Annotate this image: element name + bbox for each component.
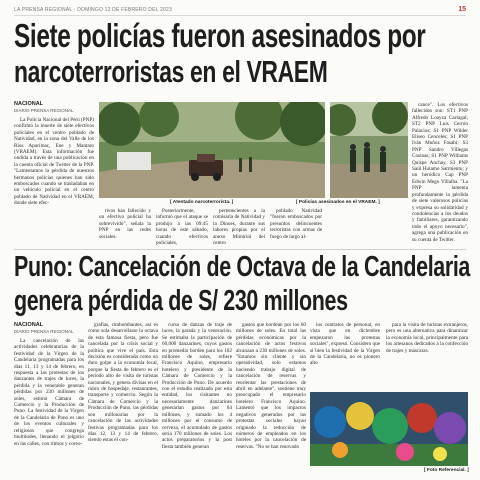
story-divider <box>14 249 466 250</box>
story1-photo-1 <box>99 102 325 198</box>
story2-caption: [ Foto Referencial. ] <box>424 468 469 473</box>
story2-column-1 <box>14 338 84 476</box>
story2-headline-line1: Puno: Cancelación de Octava de la Candelaria <box>14 251 471 283</box>
story1-photo-2 <box>330 102 408 198</box>
story1-col4-text: pertenecientes a la comisaría de Natividad y la Dinoes, durante sus labores propias por el anexo Mimirini del centro <box>213 208 265 247</box>
story1-col3-text: Posteriormente, informó que el ataque se produjo a las 09:45 horas de este sábado, cuando efectivos policiales, <box>156 208 208 247</box>
story1-col5-text: poblado Natividad "fueron emboscados por presuntos delincuentes terroristas con armas de fuego de largo al- <box>270 208 322 240</box>
story2-column-4 <box>236 322 306 476</box>
story1-headline-line2: narcoterroristas en el VRAEM <box>14 54 328 89</box>
story1-caption-2: [ Policías asesinados en el VRAEM. ] <box>296 200 380 205</box>
story1-source: DIARIO PRENSA REGIONAL <box>14 108 74 113</box>
dancers-costume-photo <box>310 392 468 466</box>
story1-headline-line1: Siete policías fueron asesinados por <box>14 17 426 54</box>
story2-col2-text: grafías, rimbombantes, así es como sola desarrollarse la octava de esta famosa fiesta, pero fue cancelada por la crisis social y política que vive el país. Esta decisión es considerada como un duro golpe a la economía local, porque la fiesta de febrero es el periodo alto de visita de turistas nacionales, y genera divisas en el rubro de hospedaje, restaurantes, transporte y comercio. Según la Cámara de Comercio y la Producción de Puno, las pérdidas son millonarias por la cancelación de las actividades festivas programadas para los días 12, 13 y 14 de febrero, siendo estas el con- <box>88 322 158 444</box>
story2-column-2 <box>88 322 158 476</box>
story1-caption-1: [ Atentado narcoterrorista. ] <box>170 200 234 205</box>
story1-column-4 <box>213 208 265 248</box>
story1-column-5 <box>270 208 322 248</box>
story2-col4-text: gastos que bordean por los 60 millones de soles. En total las pérdidas económicas por la cancelación de actos festivos alcanzan a 230 millones de soles. "Estamos sin cliente y sin operatividad, solo estamos haciendo trabajo digital de cancelación de reservas y reorientar las prestaciones de abril en adelante", sostiene muy preocupado el empresario hotelero Francisco Aquino. Lamentó que los impactos negativos generados por las protestas sociales hayan originado la reducción de números de empleados en los hoteles por la cancelación de reservas. "No se han renovado <box>236 322 306 450</box>
story2-column-3 <box>162 322 232 476</box>
story1-column-2 <box>99 208 151 248</box>
story2-col5-text: los contratos de personal, en vista que en diciembre empezaron las protestas sociales", expresó. Considero que si bien la festividad de la Virgen de la Candelaria, no es pionero alto <box>310 322 380 367</box>
story2-column-6 <box>386 322 468 390</box>
story1-col1-text: La Policía Nacional del Perú (PNP) confirmó la muerte de siete efectivos policiales en el centro poblado de Natividad, en la zona del Valle de los Ríos Apurímac, Ene y Mantaro (VRAEM). Esta información fue ondida a través de una publicación en la cuenta oficial de Twitter de la PNP. "Lamentamos la pérdida de nuestros hermanos policías quienes han sido emboscados cuando se trasladaban en un vehículo policial en el centro poblado de Natividad en el VRAEM, donde siete efec- <box>14 117 94 207</box>
page-number: 15 <box>458 6 466 13</box>
story2-section: NACIONAL <box>14 322 44 328</box>
story2-headline-line2: genera pérdida de S/ 230 millones <box>14 285 348 317</box>
story1-column-6 <box>412 102 468 248</box>
jungle-road-photo <box>99 102 325 198</box>
story2-photo <box>310 392 468 466</box>
story2-column-5 <box>310 322 380 390</box>
story2-source: DIARIO PRENSA REGIONAL <box>14 329 74 334</box>
police-scene-photo <box>330 102 408 198</box>
story1-column-1 <box>14 117 94 245</box>
story1-col6-text: cance". Los efectivos fallecidos son: ST1 PNP Alfredo Loayza Cartagal; ST2 PNP Luis Cerrón Palacios; S1 PNP Wilder Eliseo Cenceles; S1 PNP Iván Muñoz Fasabi; S3 PNP Sandro Villegas Cosinas; S1 PNP Williams Quispe Anchay, S3 PNP Saúl Hulamo Sarmiento; y un heródico Cap PNP Edwin Mego Villalba. "La PNP lamenta profundamente la pérdida de siete valerosos policías y expresa su solidaridad y condolencias a los deudos y familiares, garantizando todo el apoyo necesario", agrega una publicación en su cuenta de Twitter. <box>412 102 468 243</box>
story1-col2-text: tivos han fallecido y un efectivo policial ha sobrevivido", señala la PNP en las redes sociales. <box>99 208 151 240</box>
story1-column-3 <box>156 208 208 248</box>
story2-col6-text: para la visita de turistas extranjeros, pero es una alternativa para dinamizar la economía local, principalmente para los artesanos dedicados a la confección de trajes y máscaras. <box>386 322 468 354</box>
newspaper-header <box>14 6 466 16</box>
publication-date: LA PRENSA REGIONAL · DOMINGO 12 DE FEBRERO DEL 2023 <box>14 7 172 13</box>
story1-section: NACIONAL <box>14 101 44 107</box>
story2-col1-text: La cancelación de las actividades celebratorias de la festividad de la Virgen de la Candelaria programadas para los días 11, 13 y 14 de febrero, en respuesta a las protestas de los danzantes de trajes de luces, la pérdida y la venerable generan pérdidas por 230 millones de soles, estimó Cámara de Comercio y la Producción de Puno. La festividad de la Virgen de la Candelaria de Puno es uno de los eventos culturales y religiosos que congrega multitudes, llenando el jolgorio en las calles, con ritmos y coreo- <box>14 338 84 447</box>
story2-col3-text: curso de danzas de traje de luces, la parada y la veneración. Se estimaba la participación de 60,000 danzarines, cuyos gastos en promedio borden para los 102 millones de soles, refiere Francisco Aquino, empresario hotelero y presidente de la Cámara de Comercio y la Producción de Puno. De acuerdo con el estudio realizado por esta entidad, los visitantes no necesariamente danzarines generarían gastos por 64 millones, y sumado los 4 millones por el consumo de cerveza, el acumulado de gastos sería 170 millones de soles. Los actos preparatorios y la post fiesta también generan <box>162 322 232 450</box>
